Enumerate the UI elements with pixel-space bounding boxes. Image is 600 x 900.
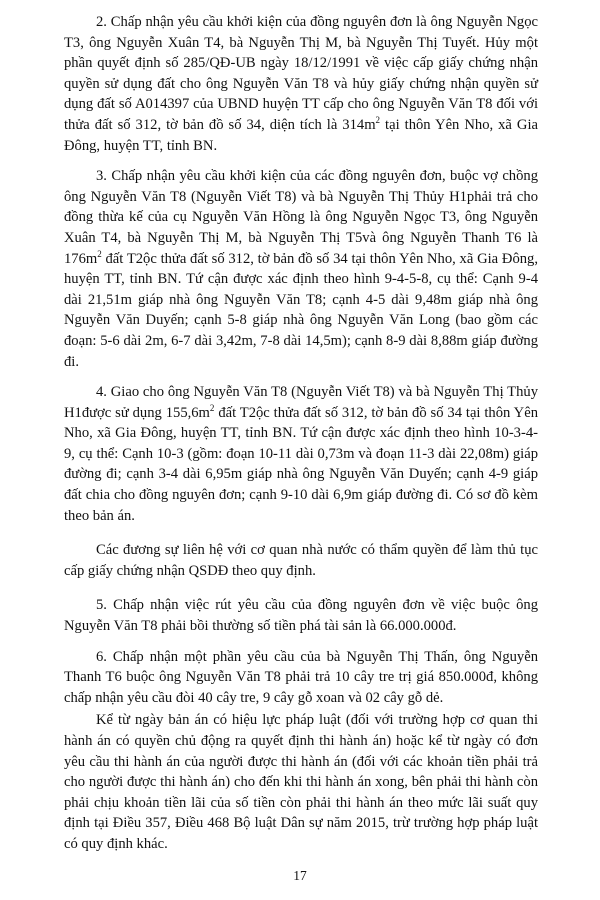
paragraph-item-2 <box>64 12 538 156</box>
paragraph-registration-note <box>64 540 538 581</box>
paragraph-text: 5. Chấp nhận việc rút yêu cầu của đồng nguyên đơn về việc buộc ông Nguyễn Văn T8 phải bồi thường số tiền phá tài sản là 66.000.000đ. <box>64 597 538 635</box>
paragraph-text: 6. Chấp nhận một phần yêu cầu của bà Nguyễn Thị Thấn, ông Nguyễn Thanh T6 buộc ông Nguyễn Văn T8 phải trả 10 cây tre trị giá 850.000đ, không chấp nhận yêu cầu đòi 40 cây tre, 9 cây gỗ xoan và 02 cây gỗ dẻ. <box>64 648 538 706</box>
paragraph-text: tại thôn Yên Nho, xã Gia Đông, huyện TT, tỉnh BN. <box>64 116 538 154</box>
paragraph-item-6 <box>64 647 538 709</box>
superscript-unit: 2 <box>209 402 215 413</box>
paragraph-interest-clause <box>64 710 538 854</box>
paragraph-item-4 <box>64 382 538 526</box>
paragraph-text: 4. Giao cho ông Nguyễn Văn T8 (Nguyễn Viết T8) và bà Nguyễn Thị Thủy H1được sử dụng 155,6m <box>64 384 538 421</box>
page-number: 17 <box>293 868 307 883</box>
paragraph-text: 2. Chấp nhận yêu cầu khởi kiện của đồng nguyên đơn là ông Nguyễn Ngọc T3, ông Nguyễn Xuân T4, bà Nguyễn Thị M, bà Nguyễn Thị Tuyết. Hủy một phần quyết định số 285/QĐ-UB ngày 18/12/1991 về việc cấp giấy chứng nhận quyền sử dụng đất cho ông Nguyễn Văn T8 và hủy giấy chứng nhận quyền sử dụng đất số A014397 của UBND huyện TT cấp cho ông Nguyễn Văn T8 đối với thửa đất số 312, tờ bản đồ số 34, diện tích là 314m <box>64 14 538 133</box>
paragraph-text: đất T2ộc thửa đất số 312, tờ bản đồ số 34 tại thôn Yên Nho, xã Gia Đông, huyện TT, tỉnh BN. Tứ cận được xác định theo hình 9-4-5-8, cụ thể: Cạnh 9-4 dài 21,51m giáp nhà ông Nguyễn Văn T8; cạnh 4-5 dài 9,48m giáp nhà ông Nguyễn Văn Duyến; cạnh 5-8 giáp nhà ông Nguyễn Văn Long (bao gồm các đoạn: 5-6 dài 2m, 6-7 dài 3,42m, 7-8 dài 14,5m); cạnh 8-9 dài 8,88m giáp đường đi. <box>64 250 538 370</box>
paragraph-text: đất T2ộc thửa đất số 312, tờ bản đồ số 34 tại thôn Yên Nho, xã Gia Đông, huyện TT, tỉnh BN. Tứ cận được xác định theo hình 10-3-4-9, cụ thể: Cạnh 10-3 (gồm: đoạn 10-11 dài 0,73m và đoạn 11-3 dài 22,08m) giáp đường đi; cạnh 3-4 dài 6,95m giáp nhà ông Nguyễn Văn Duyến; cạnh 4-9 giáp đất chia cho đồng nguyên đơn; cạnh 9-10 dài 6,9m giáp đường đi. Có sơ đồ kèm theo bản án. <box>64 404 538 524</box>
superscript-unit: 2 <box>375 115 381 126</box>
paragraph-item-5 <box>64 595 538 636</box>
paragraph-item-3 <box>64 166 538 372</box>
paragraph-text: Các đương sự liên hệ với cơ quan nhà nước có thẩm quyền để làm thủ tục cấp giấy chứng nhận QSDĐ theo quy định. <box>64 542 538 579</box>
superscript-unit: 2 <box>97 248 102 259</box>
paragraph-text: 3. Chấp nhận yêu cầu khởi kiện của các đồng nguyên đơn, buộc vợ chồng ông Nguyễn Văn T8 (Nguyễn Viết T8) và bà Nguyễn Thị Thủy H1phải trả cho đồng thừa kế của cụ Nguyễn Văn Hồng là ông Nguyễn Ngọc T3, ông Nguyễn Xuân T4, bà Nguyễn Thị M, bà Nguyễn Thị T5và ông Nguyễn Thanh T6 là 176m <box>64 168 538 267</box>
paragraph-text: Kể từ ngày bản án có hiệu lực pháp luật (đối với trường hợp cơ quan thi hành án có quyền chủ động ra quyết định thi hành án) hoặc kể từ ngày có đơn yêu cầu thi hành án của người được thi hành án (đối với các khoản tiền phải trả cho người được thi hành án) cho đến khi thi hành án xong, bên phải thi hành còn phải chịu khoản tiền lãi của số tiền còn phải thi hành án theo mức lãi suất quy định tại Điều 357, Điều 468 Bộ luật Dân sự năm 2015, trừ trường hợp pháp luật có quy định khác. <box>64 712 538 852</box>
